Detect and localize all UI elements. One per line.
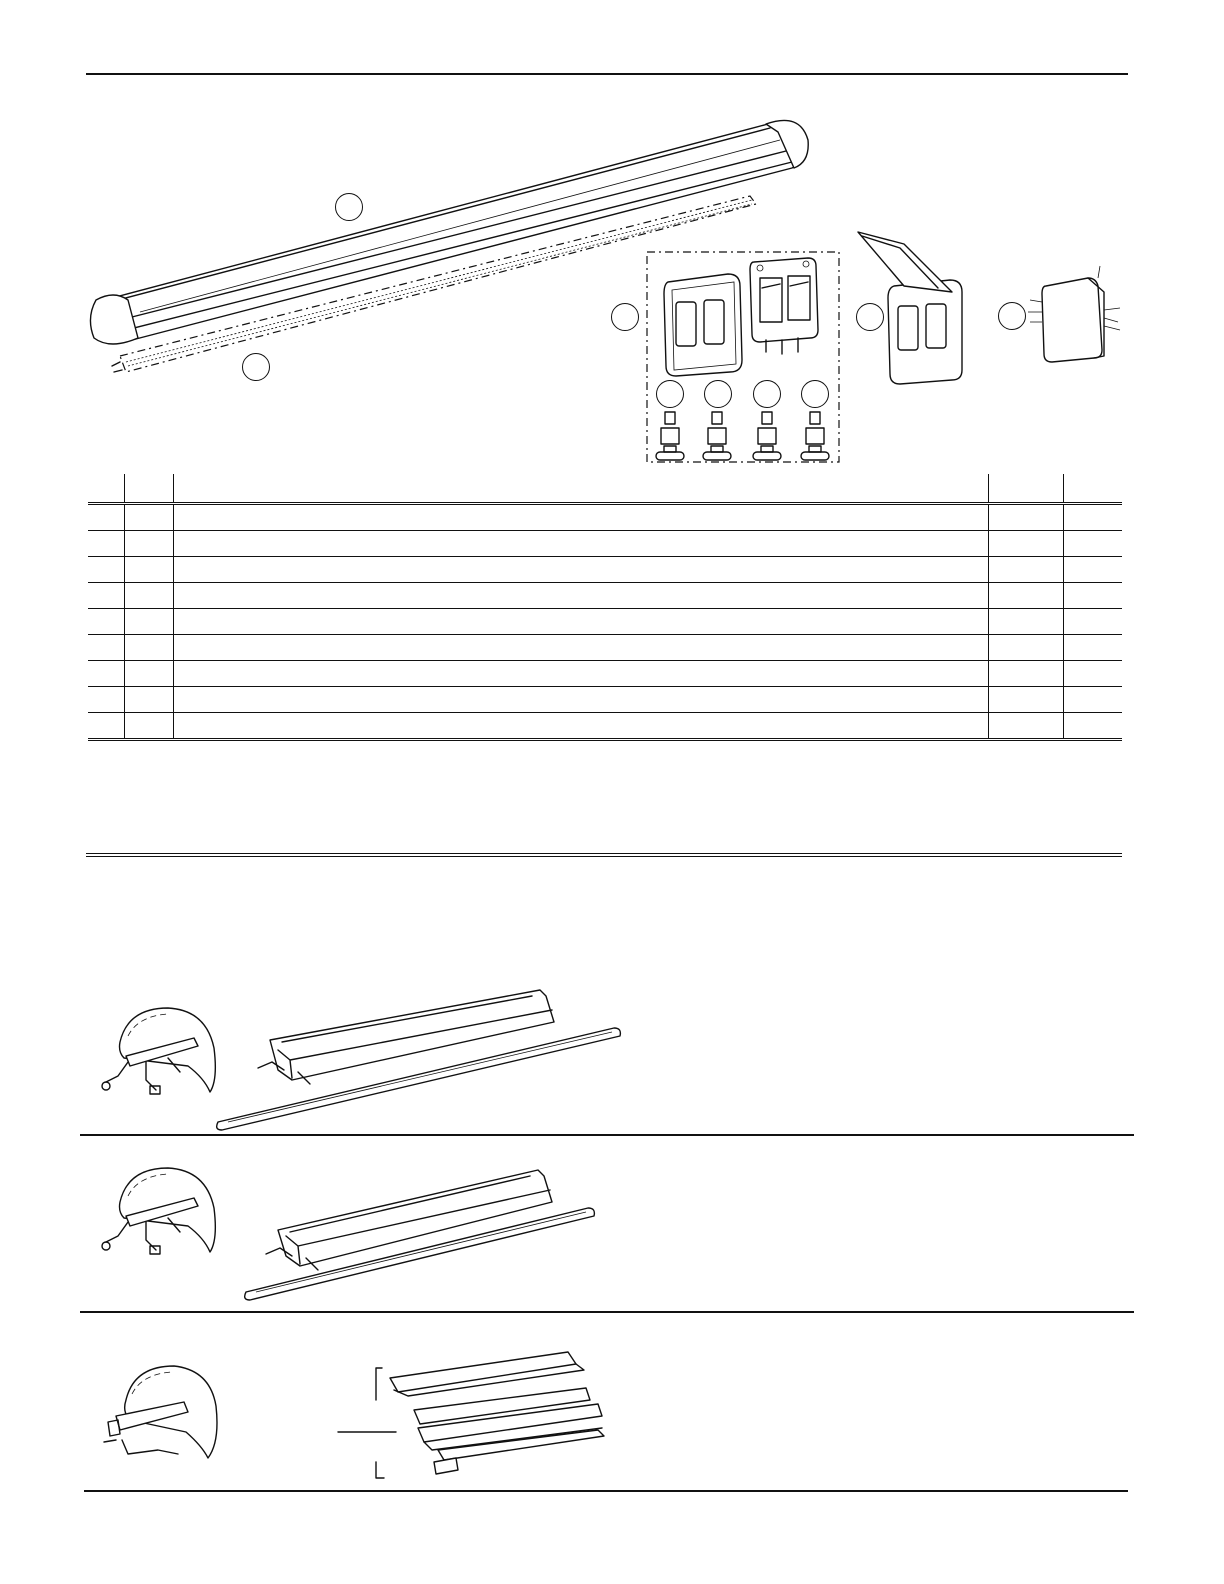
- table-row: [88, 713, 1122, 740]
- col-header: [988, 474, 1063, 504]
- table-row: [88, 583, 1122, 609]
- table-row: [88, 557, 1122, 583]
- end-cap-illustration-c: [98, 1360, 238, 1480]
- section-rule: [80, 1134, 1134, 1136]
- switch-assembly-illustration: [0, 0, 1224, 470]
- roller-extrusion-b: [238, 1160, 638, 1300]
- table-row: [88, 661, 1122, 687]
- callout-weatherproof-cover: [856, 303, 884, 331]
- callout-bulb-1: [656, 380, 684, 408]
- section-divider: [86, 856, 1122, 857]
- col-header: [173, 474, 988, 504]
- bottom-rule: [84, 1490, 1128, 1492]
- callout-bulb-3: [753, 380, 781, 408]
- parts-table: [88, 474, 1122, 741]
- callout-bulb-4: [801, 380, 829, 408]
- table-row: [88, 531, 1122, 557]
- callout-controller: [998, 302, 1026, 330]
- roller-extrusion-a: [210, 980, 630, 1130]
- parts-table-header: [88, 474, 1122, 504]
- table-row: [88, 687, 1122, 713]
- section-divider: [86, 853, 1122, 854]
- table-row: [88, 504, 1122, 531]
- col-header: [124, 474, 173, 504]
- col-header: [1063, 474, 1122, 504]
- callout-bulb-2: [704, 380, 732, 408]
- table-row: [88, 609, 1122, 635]
- end-cap-illustration-b: [98, 1160, 238, 1270]
- extrusion-set: [338, 1350, 598, 1480]
- callout-switch-panel: [611, 303, 639, 331]
- col-header: [88, 474, 124, 504]
- table-row: [88, 635, 1122, 661]
- section-rule: [80, 1311, 1134, 1313]
